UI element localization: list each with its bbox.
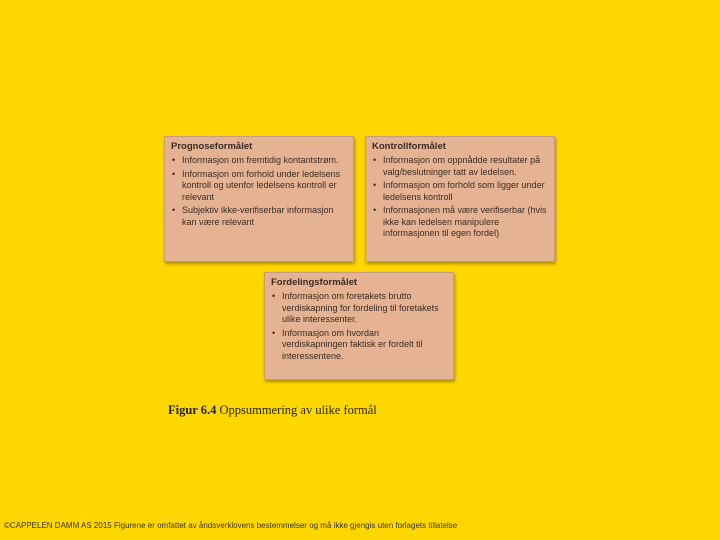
prognose-title: Prognoseformålet: [171, 141, 253, 152]
list-item-text: Informasjon om forhold under ledelsens kontroll og utenfor ledelsens kontroll er relevant: [182, 168, 341, 202]
list-item-text: Informasjon om forhold som ligger under ledelsens kontroll: [383, 180, 545, 202]
copyright-text: ©CAPPELEN DAMM AS 2015: [4, 521, 112, 530]
list-item: • Informasjon om oppnådde resultater på valg/beslutninger tatt av ledelsen.: [373, 155, 541, 177]
fordeling-title: Fordelingsformålet: [271, 277, 358, 288]
list-item: • Informasjonen må være verifiserbar (hvis ikke kan ledelsen manipulere informasjonen til egen fordel): [373, 205, 547, 238]
kontroll-list: [372, 155, 548, 240]
prognose-box: [164, 136, 354, 262]
prognose-list: [171, 155, 347, 228]
kontroll-title: Kontrollformålet: [372, 141, 446, 152]
list-item: • Informasjon om hvordan verdiskapningen faktisk er fordelt til interessentene.: [272, 327, 423, 361]
list-item: • Informasjon om forhold under ledelsens kontroll og utenfor ledelsens kontroll er relevant: [172, 168, 341, 202]
list-item-text: Informasjon om oppnådde resultater på valg/beslutninger tatt av ledelsen.: [383, 155, 541, 177]
list-item-text: Informasjonen må være verifiserbar (hvis ikke kan ledelsen manipulere informasjonen til egen fordel): [383, 205, 547, 238]
figure-caption: [168, 403, 377, 418]
copyright-footer: [4, 521, 457, 530]
figure-caption-text: Oppsummering av ulike formål: [219, 403, 377, 417]
copyright-notice: Figurene er omfattet av åndsverklovens bestemmelser og må ikke gjengis uten forlagets tillatelse: [113, 521, 458, 530]
list-item-text: Informasjon om foretakets brutto verdiskapning for fordeling til foretakets ulike interessenter.: [282, 291, 439, 324]
list-item: • Informasjon om fremtidig kontantstrøm.: [172, 155, 339, 165]
list-item-text: Informasjon om fremtidig kontantstrøm.: [182, 155, 339, 165]
fordeling-list: [271, 291, 447, 362]
kontroll-box: [365, 136, 555, 262]
fordeling-box: [264, 272, 454, 380]
list-item: • Informasjon om foretakets brutto verdiskapning for fordeling til foretakets ulike interessenter.: [272, 291, 439, 324]
list-item-text: Subjektiv ikke-verifiserbar informasjon kan være relevant: [182, 205, 334, 227]
list-item: • Subjektiv ikke-verifiserbar informasjon kan være relevant: [172, 205, 334, 227]
list-item: • Informasjon om forhold som ligger under ledelsens kontroll: [373, 180, 545, 202]
figure-label: Figur 6.4: [168, 403, 217, 417]
list-item-text: Informasjon om hvordan verdiskapningen faktisk er fordelt til interessentene.: [282, 327, 423, 361]
